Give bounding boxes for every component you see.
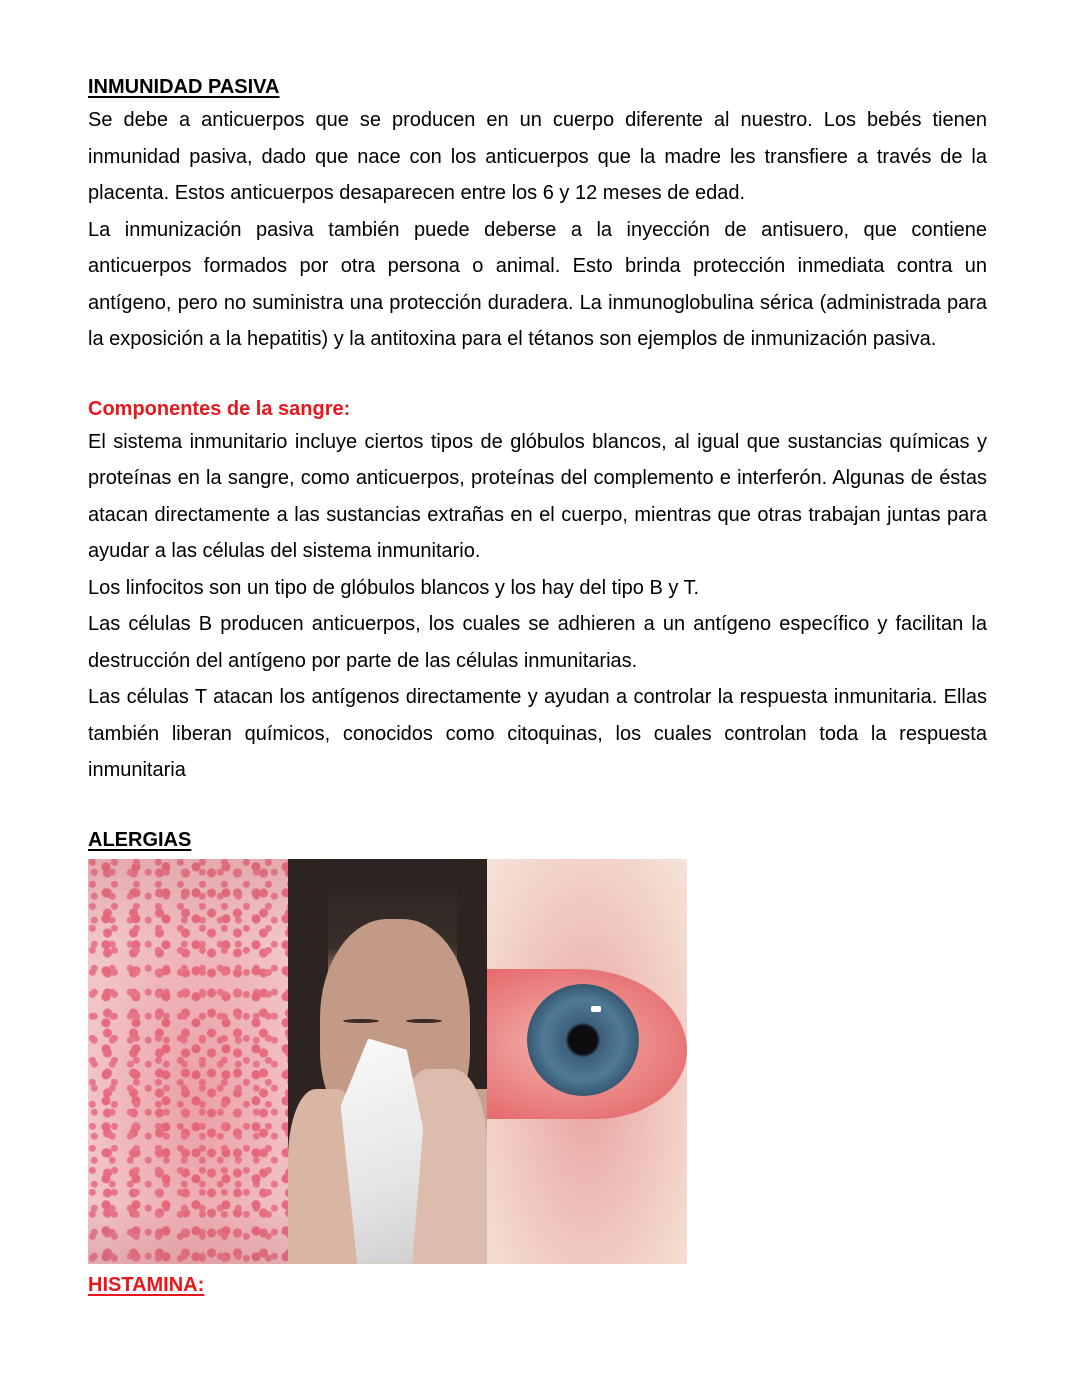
red-eye-image xyxy=(487,859,687,1264)
heading-histamina: HISTAMINA: xyxy=(88,1273,205,1296)
paragraph: Los linfocitos son un tipo de glóbulos blancos y los hay del tipo B y T. xyxy=(88,576,700,599)
allergy-symptoms-image xyxy=(88,859,687,1264)
spacer xyxy=(88,789,987,825)
eye-iris-icon xyxy=(527,984,639,1096)
sneezing-person-image xyxy=(288,859,488,1264)
heading-inmunidad-pasiva: INMUNIDAD PASIVA xyxy=(88,76,280,98)
paragraph: El sistema inmunitario incluye ciertos tipos de glóbulos blancos, al igual que sustancias químicas y proteínas en la sangre, como anticuerpos, proteínas del complemento e interferón. Algunas de éstas atacan directamente a las sustancias extrañas en el cuerpo, mientras que otras trabajan juntas para ayudar a las células del sistema inmunitario. xyxy=(88,430,987,562)
paragraph: Se debe a anticuerpos que se producen en un cuerpo diferente al nuestro. Los bebés tienen inmunidad pasiva, dado que nace con los anticuerpos que la madre les transfiere a través de la placenta. Estos anticuerpos desaparecen entre los 6 y 12 meses de edad. xyxy=(88,109,987,204)
spacer xyxy=(88,358,987,394)
document-page xyxy=(88,72,987,1300)
paragraph: Las células B producen anticuerpos, los cuales se adhieren a un antígeno específico y facilitan la destrucción del antígeno por parte de las células inmunitarias. xyxy=(88,613,987,672)
heading-componentes-sangre: Componentes de la sangre: xyxy=(88,397,351,420)
paragraph: Las células T atacan los antígenos directamente y ayudan a controlar la respuesta inmunitaria. Ellas también liberan químicos, conocidos como citoquinas, los cuales controlan toda la respuesta inmunitaria xyxy=(88,686,987,781)
heading-alergias: ALERGIAS xyxy=(88,828,192,851)
skin-rash-image xyxy=(88,859,288,1264)
paragraph: La inmunización pasiva también puede deberse a la inyección de antisuero, que contiene anticuerpos formados por otra persona o animal. Esto brinda protección inmediata contra un antígeno, pero no suministra una protección duradera. La inmunoglobulina sérica (administrada para la exposición a la hepatitis) y la antitoxina para el tétanos son ejemplos de inmunización pasiva. xyxy=(88,218,987,350)
